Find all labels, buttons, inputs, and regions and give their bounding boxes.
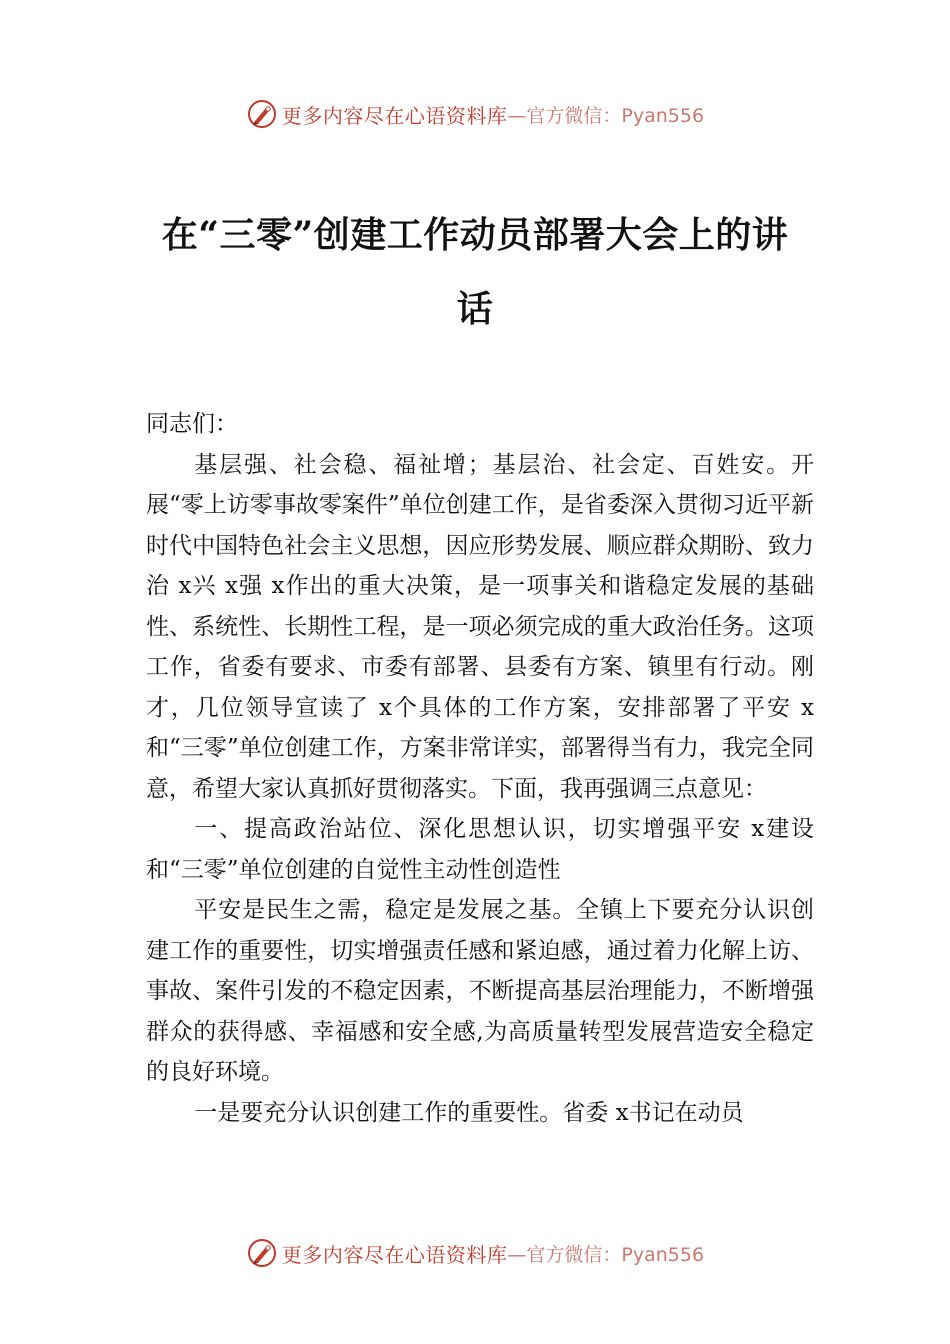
header-watermark [0, 94, 950, 134]
footer-watermark [0, 1233, 950, 1273]
pen-logo-icon [246, 98, 278, 130]
watermark-wechat-text: —官方微信：Pyan556 [507, 104, 705, 127]
document-title-line-2: 话 [456, 288, 494, 330]
section-heading: 一、提高政治站位、深化思想认识，切实增强平安 x建设和“三零”单位创建的自觉性主动性创造性 [146, 816, 814, 883]
body-paragraph: 基层强、社会稳、福祉增；基层治、社会定、百姓安。开展“零上访零事故零案件”单位创建工作，是省委深入贯彻习近平新时代中国特色社会主义思想，因应形势发展、顺应群众期盼、致力治 x兴 x强 x作出的重大决策，是一项事关和谐稳定发展的基础性、系统性、长期性工程，是一项必须完成的重大政治任务。这项工作，省委有要求、市委有部署、县委有方案、镇里有行动。刚才，几位领导宣读了 x个具体的工作方案，安排部署了平安 x和“三零”单位创建工作，方案非常详实，部署得当有力，我完全同意，希望大家认真抓好贯彻落实。下面，我再强调三点意见： [146, 451, 814, 802]
watermark-brand-text: 更多内容尽在心语资料库 [281, 103, 508, 128]
body-paragraph: 平安是民生之需，稳定是发展之基。全镇上下要充分认识创建工作的重要性，切实增强责任感和紧迫感，通过着力化解上访、事故、案件引发的不稳定因素，不断提高基层治理能力，不断增强群众的获得感、幸福感和安全感,为高质量转型发展营造安全稳定的良好环境。 [146, 897, 814, 1085]
document-title-line-1: 在“三零”创建工作动员部署大会上的讲 [161, 214, 789, 256]
watermark-brand-text: 更多内容尽在心语资料库 [281, 1242, 508, 1267]
salutation: 同志们： [146, 411, 238, 437]
document-body [146, 404, 814, 1133]
body-paragraph: 一是要充分认识创建工作的重要性。省委 x书记在动员 [194, 1099, 744, 1126]
pen-logo-icon [246, 1237, 278, 1269]
watermark-wechat-text: —官方微信：Pyan556 [507, 1243, 705, 1266]
